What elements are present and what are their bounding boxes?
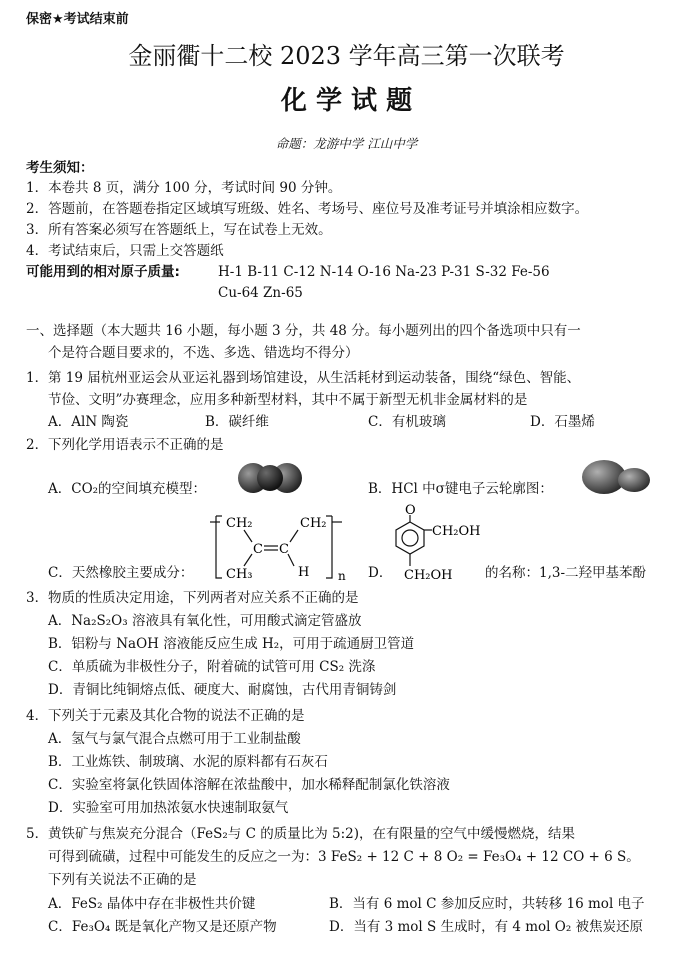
option-c: C．Fe₃O₄ 既是氧化产物又是还原产物	[48, 919, 277, 935]
option-b: B．HCl 中σ键电子云轮廓图：	[368, 481, 553, 497]
natural-rubber-structure	[208, 508, 358, 584]
option-a: A．氢气与氯气混合点燃可用于工业制盐酸	[48, 731, 301, 747]
option-a: A．CO₂的空间填充模型：	[48, 481, 207, 497]
option-b: B．碳纤维	[205, 414, 269, 430]
question-stem: 黄铁矿与焦炭充分混合（FeS₂与 C 的质量比为 5:2)，在有限量的空气中缓慢燃烧，结果	[48, 826, 575, 842]
section-heading: 一、选择题（本大题共 16 小题，每小题 3 分，共 48 分。每小题列出的四个备选项中只有一	[26, 323, 581, 339]
option-b: B．当有 6 mol C 参加反应时，共转移 16 mol 电子	[329, 896, 645, 912]
question-stem: 第 19 届杭州亚运会从亚运礼器到场馆建设，从生活耗材到运动装备，围绕“绿色、智能、	[48, 370, 581, 386]
option-a: A．Na₂S₂O₃ 溶液具有氧化性，可用酸式滴定管盛放	[48, 613, 362, 629]
rubber-carbon-2: C	[279, 542, 289, 557]
question-number: 1．	[26, 370, 49, 386]
option-c: C．有机玻璃	[368, 414, 446, 430]
option-b: B．铝粉与 NaOH 溶液能反应生成 H₂，可用于疏通厨卫管道	[48, 636, 415, 652]
question-5	[26, 823, 575, 845]
option-d: D．	[368, 565, 393, 581]
rubber-ch2-right: CH₂	[300, 516, 327, 531]
question-2	[26, 434, 224, 456]
option-d: D．当有 3 mol S 生成时，有 4 mol O₂ 被焦炭还原	[329, 919, 644, 935]
question-number: 4．	[26, 708, 49, 724]
option-a: A．FeS₂ 晶体中存在非极性共价键	[48, 896, 256, 912]
option-c: C．单质硫为非极性分子，附着硫的试管可用 CS₂ 洗涤	[48, 659, 376, 675]
phenol-ch2oh-1: CH₂OH	[432, 524, 481, 539]
option-d: D．石墨烯	[530, 414, 595, 430]
authors-line: 命题：龙游中学 江山中学	[275, 136, 418, 151]
option-d-name: 的名称：1,3-二羟甲基苯酚	[485, 565, 647, 581]
instruction-item: 1．本卷共 8 页，满分 100 分，考试时间 90 分钟。	[26, 180, 342, 196]
rubber-ch3: CH₃	[226, 567, 253, 582]
subject-title: 化 学 试 题	[280, 86, 413, 116]
question-3	[26, 587, 359, 609]
instruction-item: 3．所有答案必须写在答题纸上，写在试卷上无效。	[26, 222, 332, 238]
atomic-mass-line: H-1 B-11 C-12 N-14 O-16 Na-23 P-31 S-32 Fe-56	[218, 264, 550, 280]
hcl-sigma-bond-cloud	[580, 456, 652, 498]
instructions-heading: 考生须知：	[26, 160, 94, 176]
atomic-mass-label: 可能用到的相对原子质量:	[26, 264, 180, 280]
question-stem: 下列关于元素及其化合物的说法不正确的是	[48, 708, 305, 724]
phenol-structure	[386, 500, 486, 586]
instruction-item: 4．考试结束后，只需上交答题纸	[26, 243, 224, 259]
confidential-mark: 保密★考试结束前	[26, 12, 129, 27]
option-b: B．工业炼铁、制玻璃、水泥的原料都有石灰石	[48, 754, 328, 770]
question-number: 2．	[26, 437, 49, 453]
rubber-n: n	[338, 569, 346, 583]
question-4	[26, 705, 305, 727]
question-number: 5．	[26, 826, 49, 842]
option-c: C．实验室将氯化铁固体溶解在浓盐酸中，加水稀释配制氯化铁溶液	[48, 777, 450, 793]
question-stem-cont: 可得到硫磺，过程中可能发生的反应之一为：3 FeS₂ + 12 C + 8 O₂ = Fe₃O₄ + 12 CO + 6 S。	[48, 849, 640, 865]
question-1	[26, 367, 580, 389]
option-d: D．青铜比纯铜熔点低、硬度大、耐腐蚀，古代用青铜铸剑	[48, 682, 397, 698]
question-stem: 物质的性质决定用途，下列两者对应关系不正确的是	[48, 590, 359, 606]
question-stem-cont: 下列有关说法不正确的是	[48, 872, 197, 888]
question-stem-cont: 节俭、文明”办赛理念，应用多种新型材料，其中不属于新型无机非金属材料的是	[48, 392, 528, 408]
rubber-h: H	[298, 565, 310, 580]
phenol-oxygen: O	[405, 503, 416, 518]
exam-title: 金丽衢十二校 2023 学年高三第一次联考	[128, 42, 565, 70]
question-stem: 下列化学用语表示不正确的是	[48, 437, 224, 453]
section-heading-cont: 个是符合题目要求的，不选、多选、错选均不得分）	[48, 345, 359, 361]
option-d: D．实验室可用加热浓氨水快速制取氨气	[48, 800, 289, 816]
co2-space-filling-model	[236, 458, 304, 498]
option-c: C．天然橡胶主要成分：	[48, 565, 194, 581]
phenol-ch2oh-2: CH₂OH	[404, 568, 453, 583]
option-a: A．AlN 陶瓷	[48, 414, 129, 430]
question-number: 3．	[26, 590, 49, 606]
instruction-item: 2．答题前，在答题卷指定区域填写班级、姓名、考场号、座位号及准考证号并填涂相应数字。	[26, 201, 589, 217]
rubber-carbon-1: C	[253, 542, 263, 557]
rubber-ch2-left: CH₂	[226, 516, 253, 531]
atomic-mass-line: Cu-64 Zn-65	[218, 285, 303, 301]
